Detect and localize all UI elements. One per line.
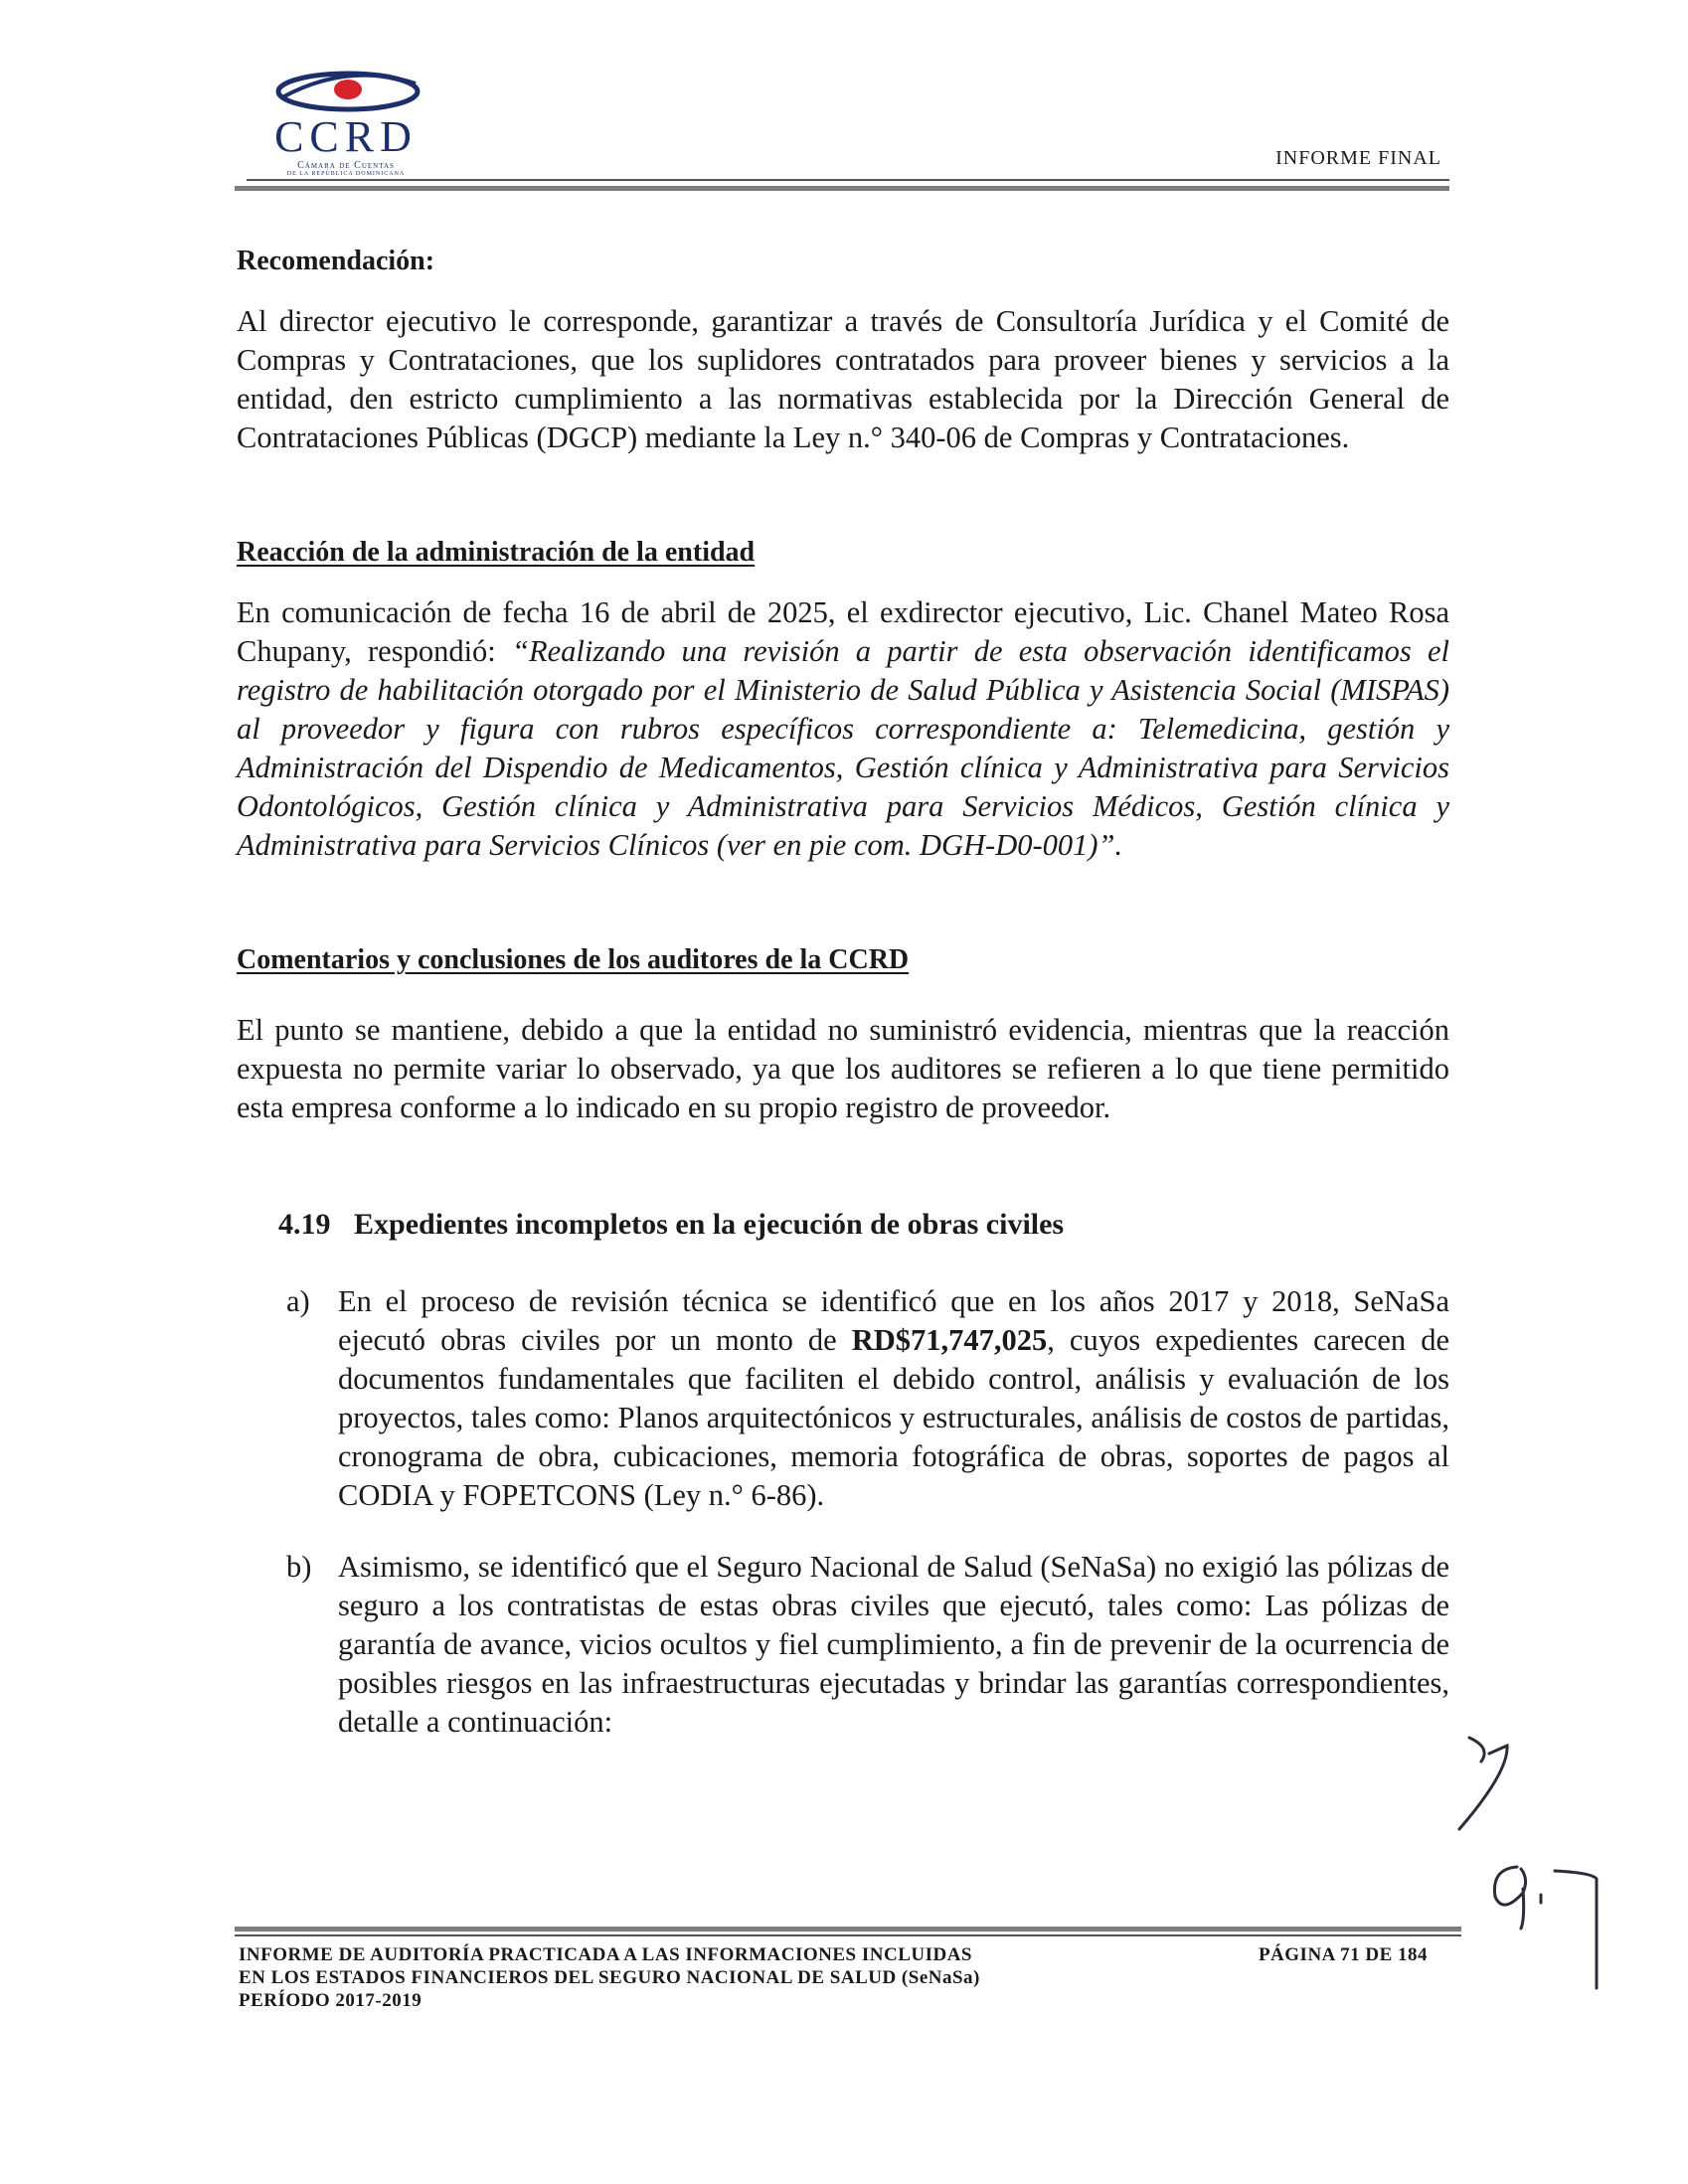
ccrd-emblem-icon [274, 62, 423, 117]
item-a-text-before: En el proceso de revisión técnica se identificó que en los años 2017 y 2018, SeNaSa ejecutó obras civiles por un monto de [338, 1284, 1449, 1357]
item-a-amount: RD$71,747,025 [851, 1323, 1048, 1357]
section-title [278, 1206, 1064, 1244]
footer-line-3: PERÍODO 2017-2019 [239, 1990, 422, 2011]
handwritten-initials [1451, 1720, 1610, 1998]
reaccion-quote: “Realizando una revisión a partir de esta observación identificamos el registro de habilitación otorgado por el Ministerio de Salud Pública y Asistencia Social (MISPAS) al proveedor y figura con rubros específicos correspondiente a: Telemedicina, gestión y Administración del Dispendio de Medicamentos, Gestión clínica y Administrativa para Servicios Odontológicos, Gestión clínica y Administrativa para Servicios Médicos, Gestión clínica y Administrativa para Servicios Clínicos (ver en pie com. DGH-D0-001)”. [237, 634, 1449, 862]
reaccion-paragraph [237, 593, 1449, 865]
footer-line-1: INFORME DE AUDITORÍA PRACTICADA A LAS INFORMACIONES INCLUIDAS [239, 1944, 972, 1965]
item-a-text-after: , cuyos expedientes carecen de documentos fundamentales que faciliten el debido control, análisis y evaluación de los proyectos, tales como: Planos arquitectónicos y estructurales, análisis de costos de partidas, cronograma de obra, cubicaciones, memoria fotográfica de obras, soportes de pagos al CODIA y FOPETCONS (Ley n.° 6-86). [338, 1323, 1449, 1512]
comentarios-heading: Comentarios y conclusiones de los auditores de la CCRD [237, 944, 910, 975]
header-rule-thick [235, 186, 1449, 191]
recomendacion-paragraph: Al director ejecutivo le corresponde, garantizar a través de Consultoría Jurídica y el Comité de Compras y Contrataciones, que los suplidores contratados para proveer bienes y servicios a la entidad, den estricto cumplimiento a las normativas establecida por la Dirección General de Contrataciones Públicas (DGCP) mediante la Ley n.° 340-06 de Compras y Contrataciones. [237, 304, 1449, 454]
list-item-marker: b) [286, 1550, 312, 1584]
logo-subtitle-small: DE LA REPÚBLICA DOMINICANA [286, 171, 406, 177]
list-item-text [338, 1282, 1449, 1515]
footer-rule-thick [235, 1927, 1461, 1932]
header-rule-thin [247, 179, 1449, 181]
footer-report-title [239, 1943, 1133, 2012]
reaccion-intro: En comunicación de fecha 16 de abril de 2025, el exdirector ejecutivo, Lic. Chanel Mateo Rosa Chupany, respondió: [237, 595, 1449, 668]
logo-subtitle: Cámara de Cuentas [297, 160, 395, 171]
section-number: 4.19 [278, 1208, 331, 1241]
footer-line-2: EN LOS ESTADOS FINANCIEROS DEL SEGURO NACIONAL DE SALUD (SeNaSa) [239, 1967, 980, 1988]
list-item-text: Asimismo, se identificó que el Seguro Nacional de Salud (SeNaSa) no exigió las pólizas de seguro a los contratistas de estas obras civiles que ejecutó, tales como: Las pólizas de garantía de avance, vicios ocultos y fiel cumplimiento, a fin de prevenir de la ocurrencia de posibles riesgos en las infraestructuras ejecutadas y brindar las garantías correspondientes, detalle a continuación: [338, 1550, 1449, 1739]
section-title-text: Expedientes incompletos en la ejecución de obras civiles [354, 1208, 1065, 1241]
ccrd-logo [247, 62, 445, 177]
header-label: INFORME FINAL [1275, 147, 1441, 169]
comentarios-paragraph: El punto se mantiene, debido a que la entidad no suministró evidencia, mientras que la reacción expuesta no permite variar lo observado, ya que los auditores se refieren a lo que tiene permitido esta empresa conforme a lo indicado en su propio registro de proveedor. [237, 1013, 1449, 1124]
list-item-marker: a) [286, 1284, 310, 1318]
recomendacion-heading: Recomendación: [237, 246, 435, 276]
logo-text: CCRD [274, 112, 418, 161]
reaccion-heading: Reacción de la administración de la entidad [237, 537, 756, 568]
footer-rule-thin [235, 1934, 1461, 1936]
page-number: PÁGINA 71 DE 184 [1258, 1944, 1428, 1965]
